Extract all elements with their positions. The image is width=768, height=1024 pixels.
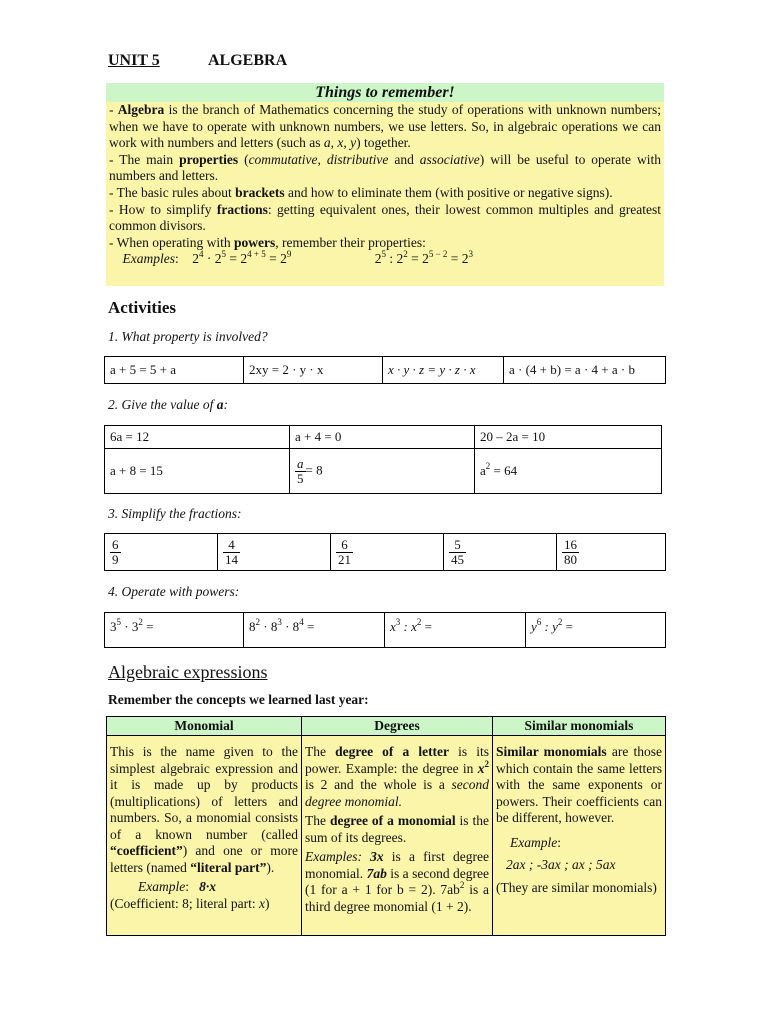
power-cell: $x^3$ : $x^2$ = [385, 613, 526, 648]
properties-table [104, 356, 666, 384]
activities-title: Activities [108, 298, 176, 317]
equations-table [104, 425, 662, 494]
fraction-cell: $\frac{5}{45}$ [444, 534, 557, 571]
concepts-subtitle: Remember the concepts we learned last year: [108, 692, 369, 707]
power-cell: $3^5 \cdot 3^2$ = [105, 613, 244, 648]
monomial-note: (Coefficient: 8; literal part: x) [110, 895, 270, 911]
equation-cell: 6a = 12 [105, 426, 290, 449]
monomial-example: Example: 8·x [138, 879, 216, 894]
question-4: 4. Operate with powers: [108, 584, 240, 599]
unit-number: UNIT 5 [108, 52, 160, 69]
question-1: 1. What property is involved? [108, 329, 268, 344]
fraction-cell: $\frac{6}{9}$ [105, 534, 218, 571]
degree-examples: Examples: 3x is a first degree monomial. 7ab is a second degree (1 for a + 1 for b = 2). $7ab^2$ is a third degree monomial (1 + 2). [305, 849, 489, 914]
header-similar: Similar monomials [493, 717, 666, 736]
question-3: 3. Simplify the fractions: [108, 506, 242, 521]
equation-cell: $a^2 = 64$ [475, 449, 662, 494]
equation-cell: $\frac{a}{5}$ = 8 [290, 449, 475, 494]
property-cell: 2xy = 2 · y · x [244, 357, 383, 384]
property-cell: a + 5 = 5 + a [105, 357, 244, 384]
degrees-cell [302, 736, 493, 936]
concepts-table [106, 716, 666, 936]
power-cell: $y^6$ : $y^2$ = [526, 613, 666, 648]
equation-cell: a + 8 = 15 [105, 449, 290, 494]
unit-title: ALGEBRA [208, 52, 288, 69]
fractions-table [104, 533, 666, 571]
fraction-cell: $\frac{6}{21}$ [331, 534, 444, 571]
monomial-cell: This is the name given to the simplest algebraic expression and it is made up by products (multiplications) of letters and numbers. So, a monomial consists of a known number (called “coefficient”) and one or more letters (named “literal part”). Example: 8·x (Coefficient: 8; literal part: x) [107, 736, 302, 936]
remember-algebra: - Algebra is the branch of Mathematics concerning the study of operations with unknown numbers; when we have to operate with unknown numbers, we use letters. So, in algebraic operations we can work with numbers and letters (such as a, x, y) together. [109, 102, 661, 151]
remember-properties: - The main properties (commutative, distributive and associative) will be useful to operate with numbers and letters. [109, 151, 661, 184]
property-cell: a · (4 + b) = a · 4 + a · b [504, 357, 666, 384]
power-example-1: $2^4 \cdot 2^5 = 2^{4 + 5} = 2^9$ [192, 249, 292, 267]
remember-title: Things to remember! [106, 83, 664, 102]
power-example-2: $2^5$ : $2^2 = 2^{5 - 2} = 2^3$ [374, 249, 474, 267]
remember-powers: - When operating with powers, remember their properties: [109, 234, 426, 250]
algebraic-expressions-title: Algebraic expressions [108, 662, 268, 682]
similar-cell: Similar monomials are those which contain the same letters with the same exponents or powers. Their coefficients can be different, however. Example: 2ax ; -3ax ; ax ; 5ax (They are similar monomials) [493, 736, 666, 936]
similar-note: (They are similar monomials) [496, 879, 657, 895]
equation-cell: 20 – 2a = 10 [475, 426, 662, 449]
power-cell: $8^2 \cdot 8^3 \cdot 8^4$ = [244, 613, 385, 648]
remember-brackets: - The basic rules about brackets and how to eliminate them (with positive or negative signs). [109, 184, 613, 200]
equation-cell: a + 4 = 0 [290, 426, 475, 449]
degree-of-monomial: The degree of a monomial is the sum of its degrees. [305, 813, 489, 845]
degree-of-letter: The degree of a letter is its power. Example: the degree in $x^2$ is 2 and the whole is a second degree monomial. [305, 744, 489, 809]
fraction-cell: $\frac{4}{14}$ [218, 534, 331, 571]
similar-example-list: 2ax ; -3ax ; ax ; 5ax [506, 857, 616, 872]
remember-fractions: - How to simplify fractions: getting equivalent ones, their lowest common multiples and greatest common divisors. [109, 201, 662, 234]
remember-box [106, 102, 664, 286]
question-2: 2. Give the value of a: [108, 397, 228, 412]
powers-table [104, 612, 666, 648]
property-cell: x · y · z = y · z · x [383, 357, 504, 384]
unit-header [108, 52, 287, 70]
header-monomial: Monomial [107, 717, 302, 736]
similar-example-label: Example: [510, 834, 561, 850]
header-degrees: Degrees [302, 717, 493, 736]
fraction-cell: $\frac{16}{80}$ [557, 534, 666, 571]
power-examples: Examples: $2^4 \cdot 2^5 = 2^{4 + 5} = 2^9$ $2^5$ : $2^2 = 2^{5 - 2} = 2^3$ [122, 249, 474, 267]
